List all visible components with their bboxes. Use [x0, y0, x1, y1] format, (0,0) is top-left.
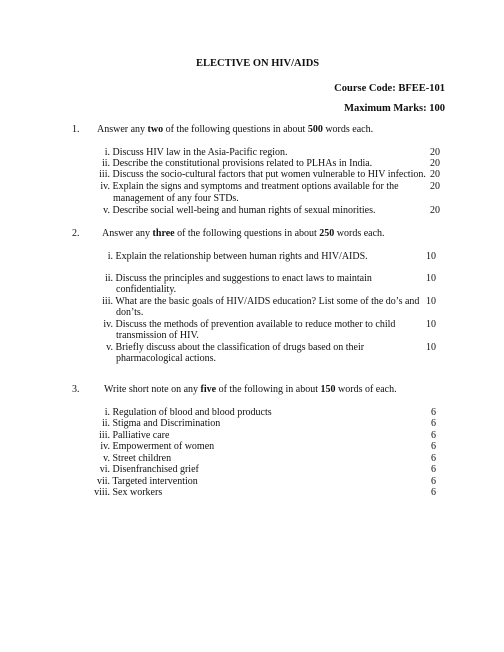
q2-item-2-continuation: confidentiality. [116, 284, 177, 295]
instruction-text: Answer any [97, 124, 148, 135]
item-number: i. [107, 251, 113, 262]
instruction-words: 150 [320, 384, 336, 395]
q1-item-4-marks: 20 [430, 181, 440, 192]
instruction-text: of the following in about [216, 384, 321, 395]
q3-item-5 [88, 453, 171, 465]
q1-item-4-continuation: management of any four STDs. [113, 193, 239, 204]
q2-item-5-marks: 10 [426, 342, 436, 353]
item-text: Sex workers [112, 487, 163, 498]
item-text: Disenfranchised grief [112, 464, 199, 475]
q2-item-1-marks: 10 [426, 251, 436, 262]
item-text: Stigma and Discrimination [112, 418, 221, 429]
question-3-instruction [104, 384, 397, 396]
instruction-text: of the following questions in about [174, 228, 320, 239]
instruction-text: Answer any [102, 228, 153, 239]
item-text: Regulation of blood and blood products [112, 407, 272, 418]
q1-item-2 [96, 158, 372, 170]
q1-item-4 [96, 181, 399, 193]
instruction-text: words each. [322, 124, 374, 135]
q3-item-5-marks: 6 [431, 453, 436, 464]
question-2-instruction [102, 228, 385, 240]
item-text: Explain the signs and symptoms and treatment options available for the [112, 181, 399, 192]
q1-item-1 [96, 147, 288, 159]
q2-item-3 [96, 296, 419, 308]
instruction-text: of the following questions in about [163, 124, 308, 135]
question-1-number: 1. [72, 124, 80, 135]
item-number: iii. [99, 169, 110, 180]
instruction-count: five [200, 384, 217, 395]
item-text: Empowerment of women [112, 441, 215, 452]
q2-item-4-marks: 10 [426, 319, 436, 330]
instruction-count: three [152, 228, 175, 239]
q2-item-2-marks: 10 [426, 273, 436, 284]
q1-item-3-marks: 20 [430, 169, 440, 180]
q2-item-4-continuation: transmission of HIV. [116, 330, 199, 341]
item-number: ii. [101, 158, 110, 169]
q3-item-1 [88, 407, 272, 419]
instruction-words: 500 [307, 124, 323, 135]
item-number: v. [106, 342, 113, 353]
item-text: Targeted intervention [112, 476, 198, 487]
item-text: Explain the relationship between human rights and HIV/AIDS. [115, 251, 368, 262]
question-1-instruction [97, 124, 373, 136]
instruction-text: Write short note on any [104, 384, 201, 395]
question-3-number: 3. [72, 384, 80, 395]
instruction-count: two [147, 124, 164, 135]
item-number: ii. [101, 418, 110, 429]
question-2-number: 2. [72, 228, 80, 239]
item-number: vi. [99, 464, 110, 475]
q1-item-1-marks: 20 [430, 147, 440, 158]
q3-item-6 [88, 464, 199, 476]
course-code: Course Code: BFEE-101 [334, 83, 445, 94]
instruction-text: words each. [334, 228, 385, 239]
item-number: i. [104, 147, 110, 158]
q2-item-5-continuation: pharmacological actions. [116, 353, 216, 364]
item-text: Discuss the socio-cultural factors that put women vulnerable to HIV infection. [112, 169, 426, 180]
item-text: Discuss HIV law in the Asia-Pacific region. [112, 147, 288, 158]
item-text: Street children [112, 453, 172, 464]
q3-item-8 [88, 487, 162, 499]
item-number: iii. [99, 430, 110, 441]
q3-item-1-marks: 6 [431, 407, 436, 418]
q3-item-2-marks: 6 [431, 418, 436, 429]
q3-item-8-marks: 6 [431, 487, 436, 498]
instruction-words: 250 [319, 228, 335, 239]
item-number: iv. [100, 181, 110, 192]
item-number: vii. [96, 476, 110, 487]
q3-item-4-marks: 6 [431, 441, 436, 452]
q2-item-3-marks: 10 [426, 296, 436, 307]
item-text: Briefly discuss about the classification of drugs based on their [115, 342, 365, 353]
q1-item-2-marks: 20 [430, 158, 440, 169]
q1-item-5-marks: 20 [430, 205, 440, 216]
item-text: Discuss the methods of prevention available to reduce mother to child [115, 319, 396, 330]
q2-item-4 [96, 319, 395, 331]
q3-item-6-marks: 6 [431, 464, 436, 475]
instruction-text: words of each. [335, 384, 397, 395]
q3-item-3 [88, 430, 169, 442]
q2-item-1 [96, 251, 368, 263]
item-number: v. [103, 205, 110, 216]
q3-item-2 [88, 418, 220, 430]
item-number: v. [103, 453, 110, 464]
q1-item-3 [96, 169, 426, 181]
q3-item-3-marks: 6 [431, 430, 436, 441]
item-text: Palliative care [112, 430, 170, 441]
item-text: Describe social well-being and human rights of sexual minorities. [112, 205, 376, 216]
paper-title: ELECTIVE ON HIV/AIDS [196, 58, 320, 69]
item-number: iv. [103, 319, 113, 330]
item-text: Describe the constitutional provisions related to PLHAs in India. [112, 158, 373, 169]
item-number: ii. [104, 273, 113, 284]
q1-item-5 [96, 205, 376, 217]
q2-item-2 [96, 273, 372, 285]
item-text: Discuss the principles and suggestions to enact laws to maintain [115, 273, 372, 284]
item-number: viii. [94, 487, 110, 498]
item-number: i. [104, 407, 110, 418]
maximum-marks: Maximum Marks: 100 [344, 103, 445, 114]
q3-item-7-marks: 6 [431, 476, 436, 487]
item-number: iv. [100, 441, 110, 452]
item-text: What are the basic goals of HIV/AIDS education? List some of the do’s and [115, 296, 420, 307]
q2-item-5 [96, 342, 364, 354]
q3-item-4 [88, 441, 214, 453]
item-number: iii. [102, 296, 113, 307]
q2-item-3-continuation: don’ts. [116, 307, 144, 318]
q3-item-7 [88, 476, 198, 488]
